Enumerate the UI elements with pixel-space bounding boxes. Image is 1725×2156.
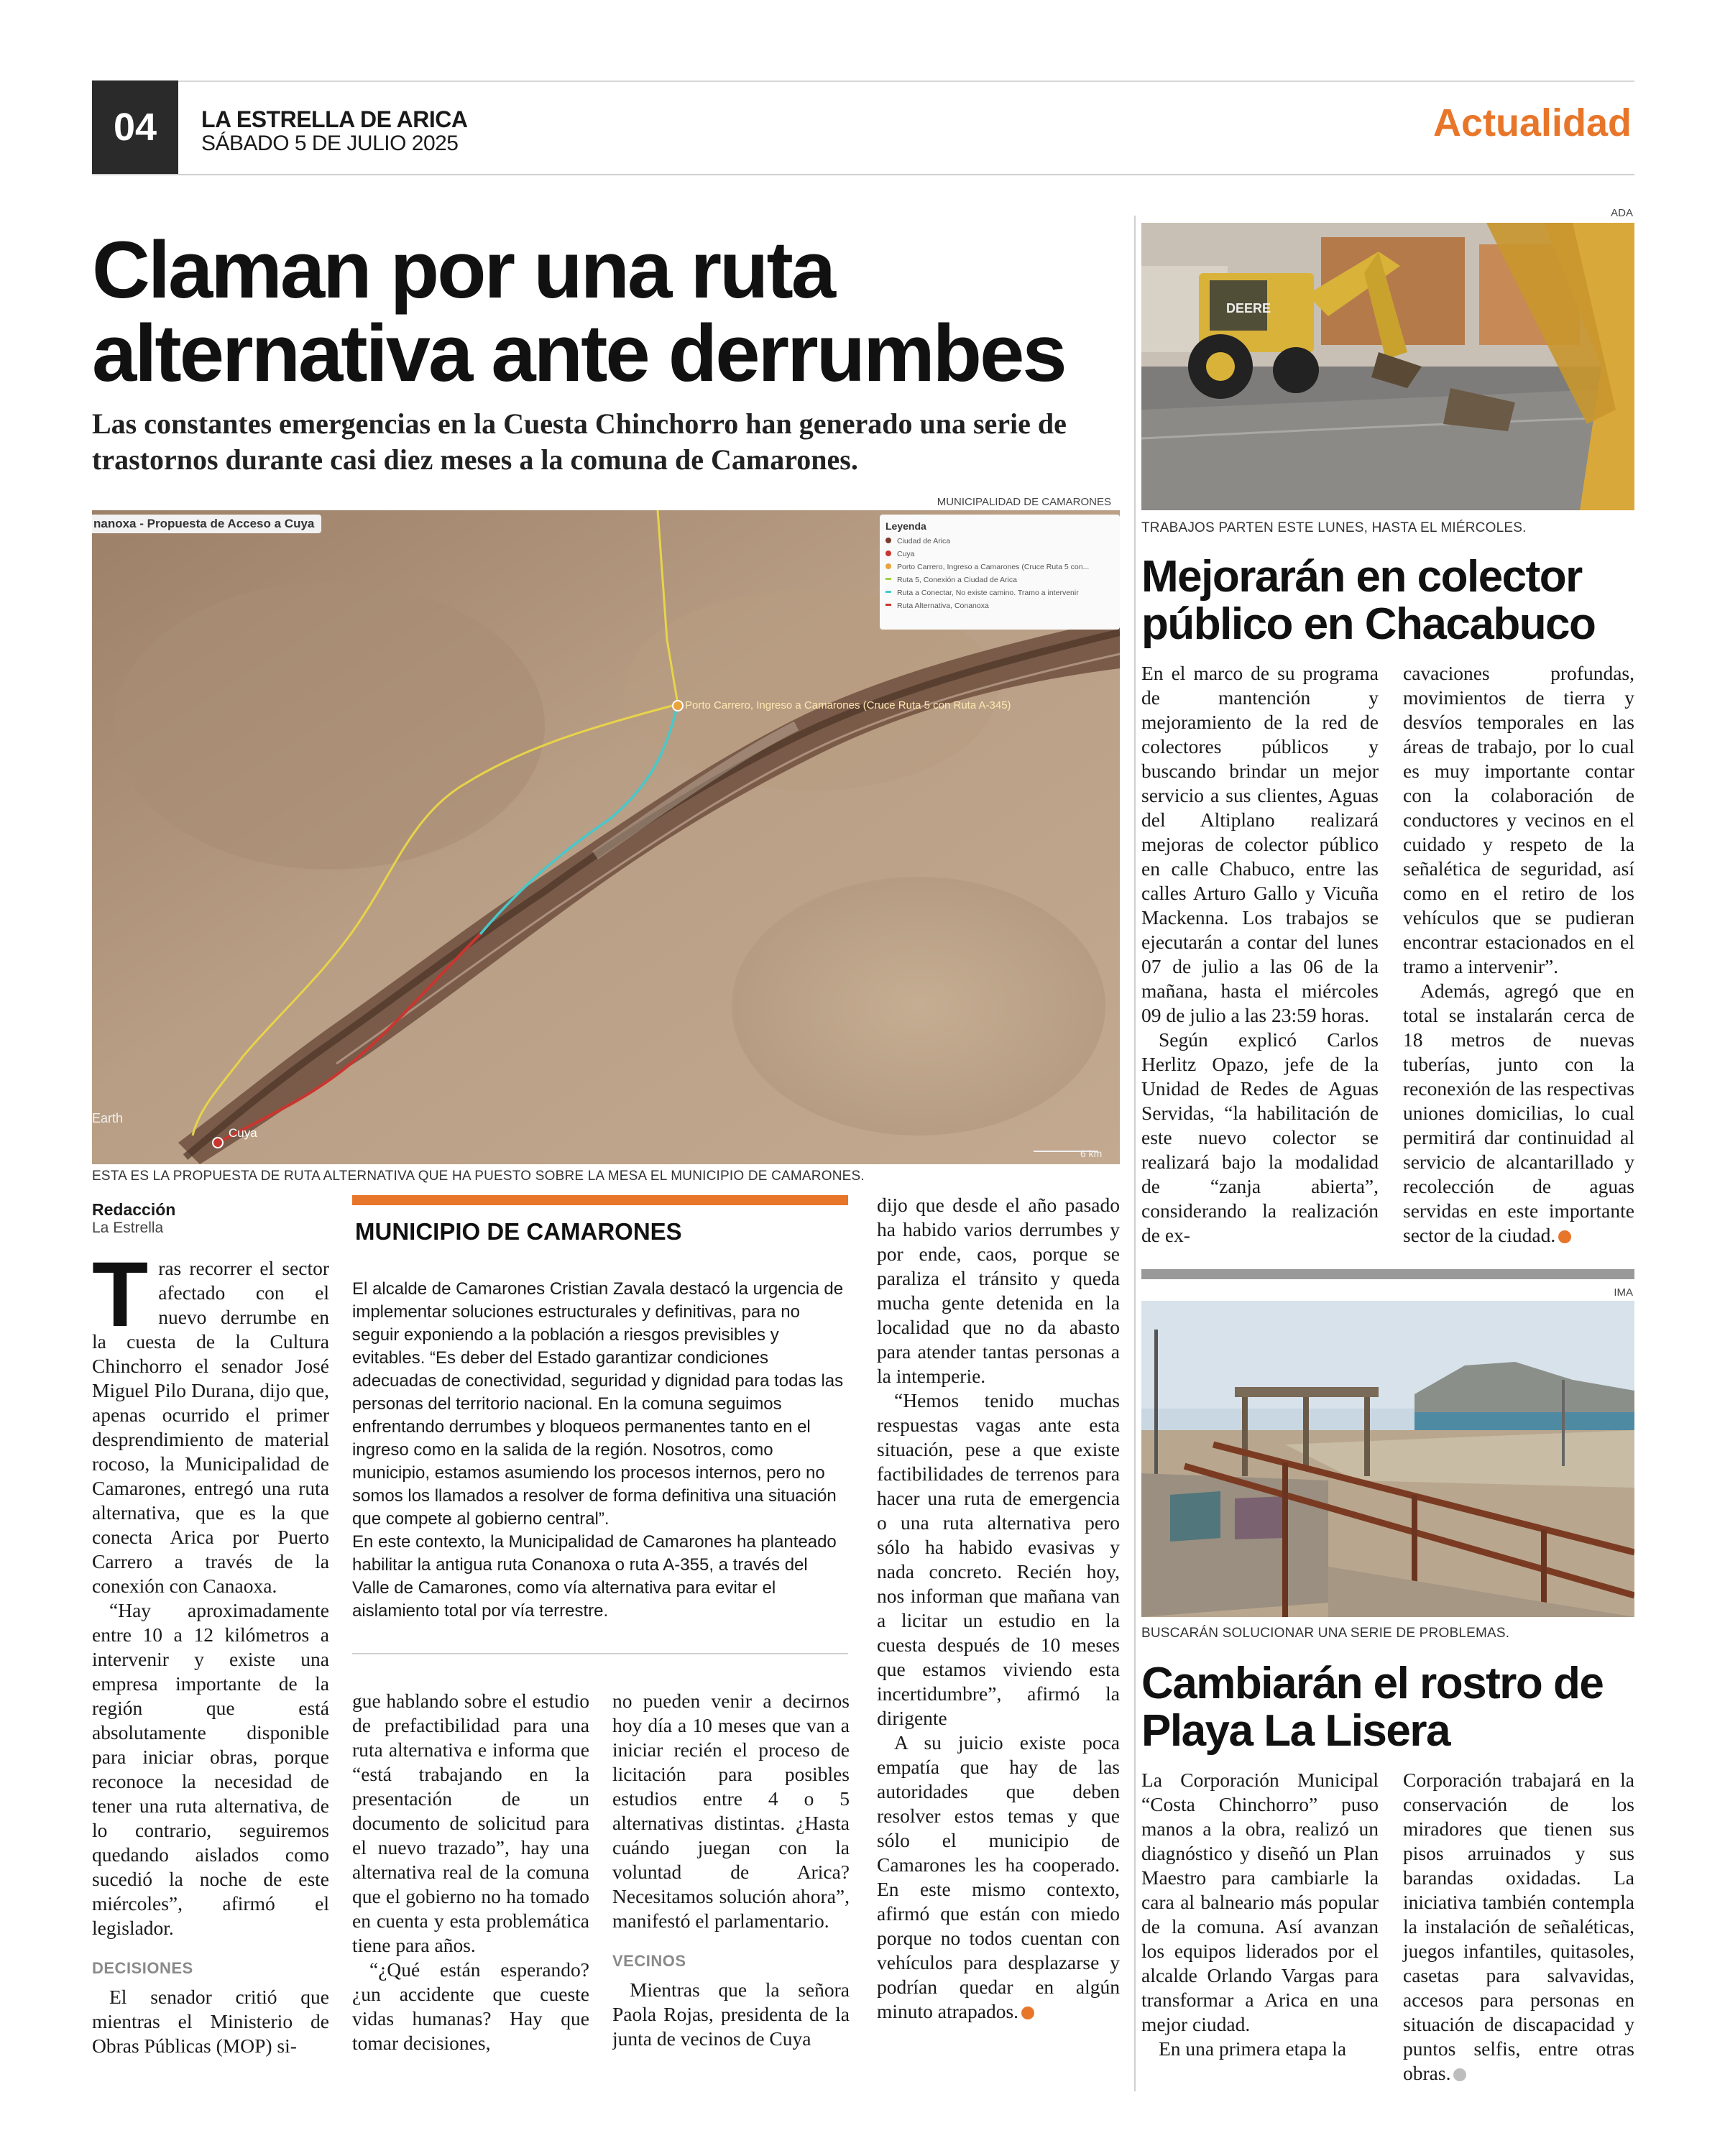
- page-number: 04: [92, 80, 178, 174]
- side2-photo-credit: IMA: [1614, 1286, 1633, 1299]
- legend-marker-icon: [886, 563, 891, 569]
- side1-photo-caption: TRABAJOS PARTEN ESTE LUNES, HASTA EL MIÉRCOLES.: [1141, 520, 1527, 535]
- legend-item: Ruta Alternativa, Conanoxa: [886, 599, 1114, 612]
- article-column-2: [352, 1689, 589, 2070]
- legend-item: Ruta a Conectar, No existe camino. Tramo a intervenir: [886, 586, 1114, 599]
- article-column-1: [92, 1256, 329, 2068]
- dropcap: T: [92, 1256, 149, 1346]
- box-paragraph-1: El alcalde de Camarones Cristian Zavala destacó la urgencia de implementar soluciones estructurales y definitivas, para no seguir exponiendo a la población a riesgos previsibles y evitables. “Es deber del Estado garantizar condiciones adecuadas de conectividad, seguridad y dignidad para todas las personas del territorio nacional. En la comuna seguimos enfrentando derrumbes y bloqueos permanentes tanto en el ingreso como en la salida de la región. Nosotros, como municipio, estamos asumiendo los procesos internos, pero no somos los llamados a resolver de forma definitiva una situación que compete al gobierno central”.: [352, 1279, 844, 1529]
- side1-column-a: [1141, 661, 1379, 1248]
- legend-marker-icon: [886, 550, 891, 556]
- section-name: Actualidad: [1432, 101, 1632, 144]
- map-town-label: Cuya: [229, 1126, 257, 1140]
- side1-paragraph-2: Según explicó Carlos Herlitz Opazo, jefe de la Unidad de Redes de Aguas Servidas, “la habilitación de este nuevo colector se realizará bajo la modalidad de “zanja abierta”, considerando la realización de ex-: [1141, 1028, 1379, 1246]
- top-rule: [92, 80, 1634, 82]
- beach-photo: [1141, 1301, 1634, 1617]
- subhead-decisiones: DECISIONES: [92, 1959, 193, 1977]
- box-bottom-rule: [352, 1653, 848, 1654]
- byline-author: Redacción: [92, 1200, 176, 1219]
- box-paragraph-2: En este contexto, la Municipalidad de Camarones ha planteado habilitar la antigua ruta Conanoxa o ruta A-355, a través del Valle de Camarones, como vía alternativa para evitar el aislamiento total por vía terrestre.: [352, 1532, 837, 1621]
- article-column-3: [612, 1689, 850, 2070]
- side1-photo: [1141, 223, 1634, 510]
- legend-item: Cuya: [886, 548, 1114, 561]
- col3-paragraph-2: Mientras que la señora Paola Rojas, presidenta de la junta de vecinos de Cuya: [612, 1978, 850, 2050]
- col2-paragraph-1: gue hablando sobre el estudio de prefactibilidad para una ruta alternativa e informa que “está trabajando en la presentación de un documento de solicitud para el nuevo trazado”, hay una alternativa real de la comuna que el gobierno no ha tomado en cuenta y esta problemática tiene para años.: [352, 1690, 589, 1956]
- route-map: [92, 510, 1120, 1164]
- end-of-article-icon: [1453, 2068, 1466, 2081]
- issue-date: SÁBADO 5 DE JULIO 2025: [201, 132, 459, 155]
- col4-paragraph-3: A su juicio existe poca empatía que hay de las autoridades que deben resolver estos temas y que sólo el municipio de Camarones les ha cooperado. En este mismo contexto, afirmó que están con miedo porque no todos cuentan con vehículos para desplazarse y podrían quedar en algún minuto atrapados.: [877, 1731, 1120, 2022]
- map-legend: [880, 515, 1120, 630]
- byline-outlet: La Estrella: [92, 1220, 164, 1236]
- col2-paragraph-2: “¿Qué están esperando? ¿un accidente que cueste vidas humanas? Hay que tomar decisiones,: [352, 1958, 589, 2054]
- legend-title: Leyenda: [886, 520, 926, 532]
- map-scale-label: 6 km: [1080, 1148, 1103, 1159]
- side2-photo-caption: BUSCARÁN SOLUCIONAR UNA SERIE DE PROBLEMAS.: [1141, 1626, 1510, 1641]
- excavator-photo: [1141, 223, 1634, 510]
- subhead-vecinos: VECINOS: [612, 1952, 686, 1970]
- excavator-brand-label: DEERE: [1226, 301, 1271, 315]
- side-divider-bar: [1141, 1269, 1634, 1279]
- main-headline: Claman por una ruta alternativa ante derrumbes: [92, 225, 1065, 398]
- box-orange-bar: [352, 1195, 848, 1205]
- map-title-tab: [92, 515, 321, 533]
- col4-paragraph-2: “Hemos tenido muchas respuestas vagas ante esta situación, pese a que existe factibilidades de terrenos para hacer una ruta de emergencia o una ruta alternativa pero sólo ha habido evasivas y nada concreto. Recién hoy, nos informan que mañana van a licitar un estudio en la cuesta después de 10 meses que estamos viviendo esta incertidumbre”, afirmó la dirigente: [877, 1389, 1120, 1729]
- side2-paragraph-3: Corporación trabajará en la conservación de los miradores que tienen sus pisos arruinados y sus barandas oxidadas. La iniciativa también contempla la instalación de señaléticas, juegos infantiles, quitasoles, casetas para salvavidas, accesos para personas en situación de discapacidad y puntos selfis, entre otras obras.: [1403, 1769, 1634, 2084]
- legend-line-icon: [886, 604, 891, 606]
- col1-paragraph-3: El senador critió que mientras el Ministerio de Obras Públicas (MOP) si-: [92, 1986, 329, 2057]
- end-of-article-icon: [1021, 2007, 1034, 2019]
- legend-item: Porto Carrero, Ingreso a Camarones (Cruce Ruta 5 con...: [886, 561, 1114, 573]
- paper-name: LA ESTRELLA DE ARICA: [201, 106, 468, 132]
- end-of-article-icon: [1558, 1230, 1571, 1243]
- side1-headline: Mejorarán en colector público en Chacabuco: [1141, 552, 1596, 649]
- col3-paragraph-1: no pueden venir a decirnos hoy día a 10 meses que van a iniciar recién el proceso de licitación para posibles estudios entre 4 o 5 alternativas distintas. ¿Hasta cuándo juegan con la voluntad de Arica? Necesitamos solución ahora”, manifestó el parlamentario.: [612, 1690, 850, 1932]
- map-title: nanoxa - Propuesta de Acceso a Cuya: [93, 517, 315, 530]
- column-divider: [1134, 216, 1136, 2091]
- side1-paragraph-4: Además, agregó que en total se instalarán cerca de 18 metros de nuevas tuberías, junto con la reconexión de las respectivas uniones domicilias, lo cual permitirá dar continuidad al servicio de alcantarillado y recolección de aguas servidas en este importante sector de la ciudad.: [1403, 980, 1634, 1246]
- col1-paragraph-1: ras recorrer el sector afectado con el nuevo derrumbe en la cuesta de la Cultura Chinchorro el senador José Miguel Pilo Durana, dijo que, apenas ocurrido el primer desprendimiento de material rocoso, la Municipalidad de Camarones, entregó una ruta alternativa, que es la que conecta Arica por Puerto Carrero a través de la conexión con Canaoxa.: [92, 1257, 329, 1597]
- side2-paragraph-1: La Corporación Municipal “Costa Chinchorro” puso manos a la obra, realizó un diagnóstico y diseñó un Plan Maestro para cambiarle la cara al balneario más popular de la comuna. Así avanzan los equipos liderados por el alcalde Orlando Vargas para transformar a Arica en una mejor ciudad.: [1141, 1769, 1379, 2035]
- col4-paragraph-1: dijo que desde el año pasado ha habido varios derrumbes y por ende, caos, porque se paraliza el tránsito y queda mucha gente detenida en la localidad que no da abasto para atender tantas personas a la intemperie.: [877, 1194, 1120, 1387]
- side2-column-b: [1403, 1768, 1634, 2086]
- box-body: [352, 1278, 848, 1623]
- side1-photo-credit: ADA: [1611, 207, 1633, 219]
- map-junction-label: Porto Carrero, Ingreso a Camarones (Cruce Ruta 5 con Ruta A-345): [685, 699, 1011, 711]
- legend-marker-icon: [886, 538, 891, 543]
- side1-paragraph-1: En el marco de su programa de mantención y mejoramiento de la red de colectores públicos y buscando brindar un mejor servicio a sus clientes, Aguas del Altiplano realizará mejoras de colector público en calle Chabuco, entre las calles Arturo Gallo y Vicuña Mackenna. Los trabajos se ejecutarán a contar del lunes 07 de julio a las 06 de la mañana, hasta el miércoles 09 de julio a las 23:59 horas.: [1141, 662, 1379, 1026]
- side1-paragraph-3: cavaciones profundas, movimientos de tierra y desvíos temporales en las áreas de trabajo, por lo cual es muy importante contar con la colaboración de conductores y vecinos en el cuidado y respeto de la señalética de seguridad, así como en el retiro de los vehículos que se pudieran encontrar estacionados en el tramo a intervenir”.: [1403, 662, 1634, 977]
- byline: [92, 1200, 175, 1237]
- side2-column-a: [1141, 1768, 1379, 2061]
- box-title: MUNICIPIO DE CAMARONES: [355, 1218, 682, 1245]
- article-column-4: [877, 1193, 1120, 2070]
- side2-photo: [1141, 1301, 1634, 1617]
- map-caption: ESTA ES LA PROPUESTA DE RUTA ALTERNATIVA QUE HA PUESTO SOBRE LA MESA EL MUNICIPIO DE CAMARONES.: [92, 1169, 865, 1184]
- side2-headline: Cambiarán el rostro de Playa La Lisera: [1141, 1659, 1604, 1756]
- legend-line-icon: [886, 578, 891, 580]
- side2-paragraph-2: En una primera etapa la: [1159, 2037, 1347, 2060]
- legend-item: Ciudad de Arica: [886, 535, 1114, 548]
- col1-paragraph-2: “Hay aproximadamente entre 10 a 12 kilómetros a intervenir y existe una empresa importante de la región que está absolutamente disponible para iniciar obras, porque reconoce la necesidad de tener una ruta alternativa, de lo contrario, seguiremos quedando aislados como sucedió la noche de este miércoles”, afirmó el legislador.: [92, 1599, 329, 1939]
- main-deck: Las constantes emergencias en la Cuesta Chinchorro han generado una serie de trastornos durante casi diez meses a la comuna de Camarones.: [92, 407, 1067, 476]
- map-earth-label: Earth: [92, 1111, 124, 1125]
- map-photo-credit: MUNICIPALIDAD DE CAMARONES: [937, 496, 1111, 508]
- legend-item: Ruta 5, Conexión a Ciudad de Arica: [886, 573, 1114, 586]
- side1-column-b: [1403, 661, 1634, 1248]
- masthead-rule: [92, 174, 1634, 175]
- legend-line-icon: [886, 591, 891, 593]
